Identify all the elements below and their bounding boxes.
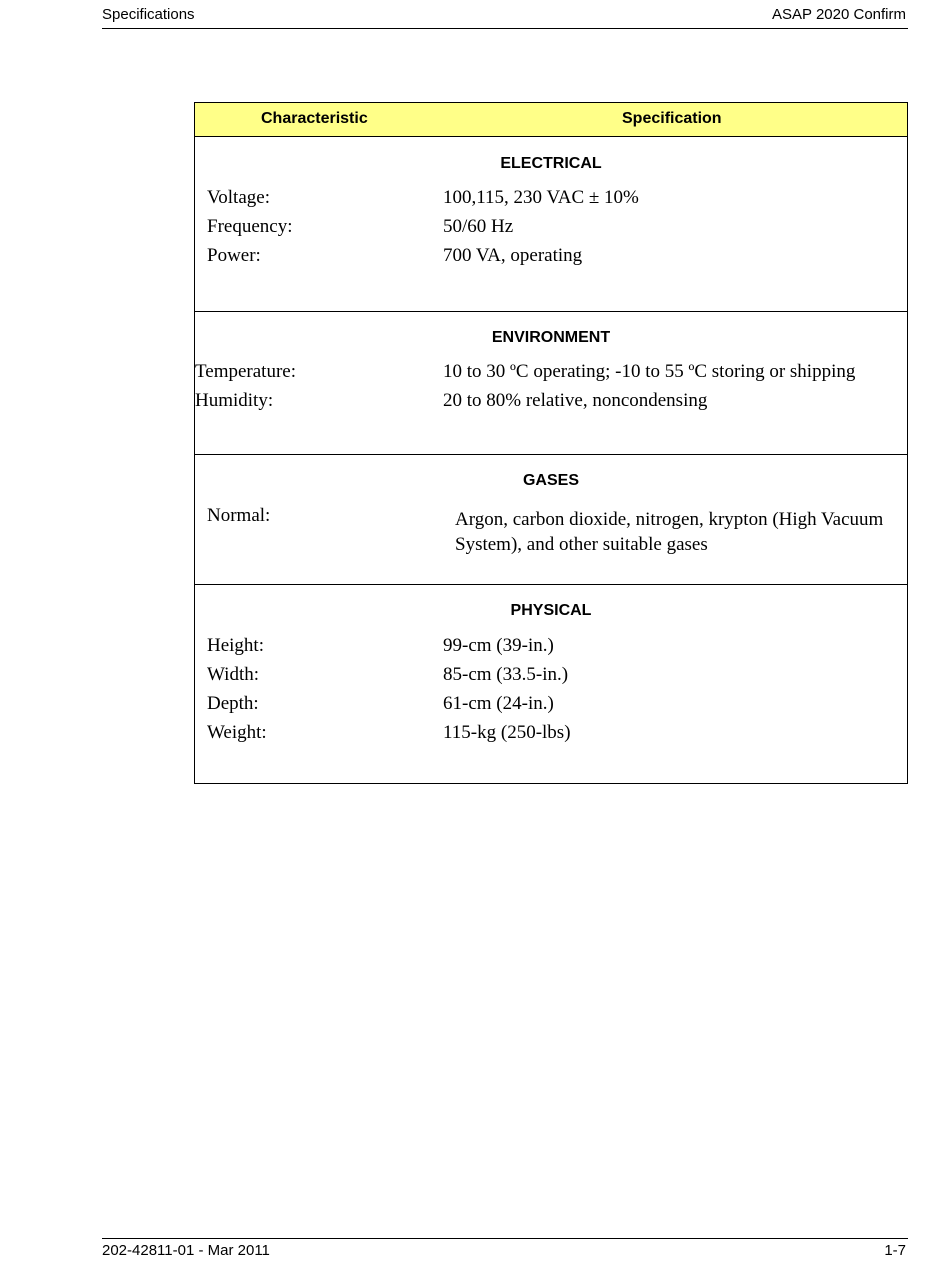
row-value: 100,115, 230 VAC ± 10% bbox=[443, 187, 639, 208]
row-value: 85-cm (33.5-in.) bbox=[443, 664, 569, 685]
header-section-title: Specifications bbox=[102, 6, 195, 23]
column-header-characteristic: Characteristic bbox=[261, 110, 368, 127]
row-label: Humidity: bbox=[195, 390, 274, 411]
row-label: Depth: bbox=[207, 693, 259, 714]
row-label: Weight: bbox=[207, 722, 267, 743]
section-electrical bbox=[195, 137, 907, 312]
row-value: 61-cm (24-in.) bbox=[443, 693, 554, 714]
row-label: Temperature: bbox=[195, 361, 297, 382]
footer-page-number: 1-7 bbox=[884, 1242, 906, 1259]
section-title: GASES bbox=[522, 472, 579, 489]
footer-document-number: 202-42811-01 - Mar 2011 bbox=[102, 1242, 270, 1259]
row-value: 700 VA, operating bbox=[443, 245, 583, 266]
row-label: Height: bbox=[207, 635, 264, 656]
row-label: Power: bbox=[207, 245, 261, 266]
row-label: Width: bbox=[207, 664, 260, 685]
specifications-table bbox=[194, 102, 908, 784]
section-title: ENVIRONMENT bbox=[491, 329, 611, 346]
section-physical bbox=[195, 585, 907, 783]
header-product-name: ASAP 2020 Confirm bbox=[772, 6, 906, 23]
row-value: 115-kg (250-lbs) bbox=[443, 722, 571, 743]
section-title: PHYSICAL bbox=[510, 602, 592, 619]
row-value: 10 to 30 ºC operating; -10 to 55 ºC storing or shipping bbox=[443, 361, 856, 382]
row-label: Frequency: bbox=[207, 216, 293, 237]
row-value: 20 to 80% relative, noncondensing bbox=[443, 390, 708, 411]
column-header-specification: Specification bbox=[622, 110, 722, 127]
row-label: Normal: bbox=[207, 505, 271, 526]
section-title: ELECTRICAL bbox=[500, 155, 602, 172]
row-value: Argon, carbon dioxide, nitrogen, krypton (High Vacuum System), and other suitable gases bbox=[455, 509, 884, 555]
page-footer bbox=[102, 1238, 908, 1261]
row-value: 50/60 Hz bbox=[443, 216, 514, 237]
section-gases bbox=[195, 455, 907, 585]
row-label: Voltage: bbox=[207, 187, 270, 208]
table-header-row bbox=[195, 103, 907, 137]
section-environment bbox=[195, 312, 907, 455]
row-value: 99-cm (39-in.) bbox=[443, 635, 554, 656]
page-header bbox=[102, 5, 908, 29]
